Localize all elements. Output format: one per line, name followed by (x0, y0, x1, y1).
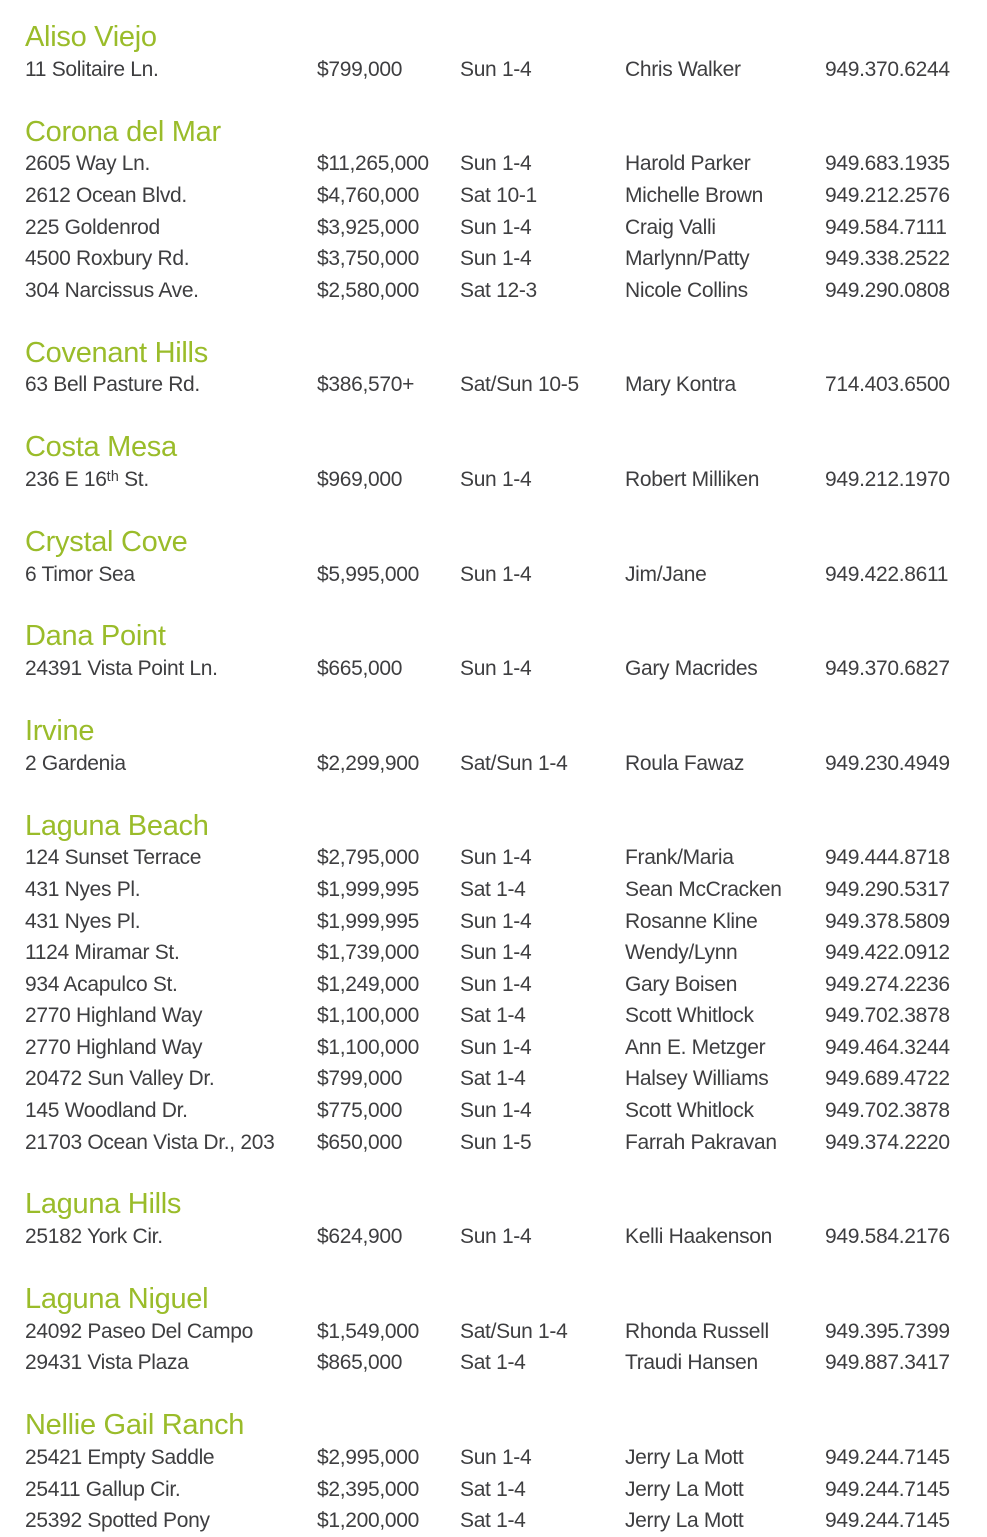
open-house-time: Sat/Sun 10-5 (460, 373, 579, 397)
agent-name: Roula Fawaz (625, 751, 745, 775)
open-house-time: Sat 1-4 (460, 877, 526, 901)
listing-price: $2,299,900 (317, 751, 419, 775)
listing-price: $2,580,000 (317, 278, 419, 302)
agent-phone: 949.370.6827 (825, 657, 950, 681)
city-listings (25, 559, 987, 591)
city-section (25, 116, 987, 307)
listing-address: 124 Sunset Terrace (25, 846, 202, 870)
agent-name: Rosanne Kline (625, 909, 758, 933)
agent-name: Chris Walker (625, 57, 741, 81)
open-house-time: Sat 1-4 (460, 1351, 526, 1375)
listing-address: 6 Timor Sea (25, 562, 135, 586)
listing-row (25, 874, 987, 906)
agent-phone: 949.702.3878 (825, 1004, 950, 1028)
agent-phone: 949.422.8611 (825, 562, 949, 586)
agent-name: Halsey Williams (625, 1067, 769, 1091)
listing-price: $2,795,000 (317, 846, 419, 870)
agent-name: Farrah Pakravan (625, 1130, 777, 1154)
city-section (25, 1188, 987, 1253)
listing-price: $1,999,995 (317, 909, 419, 933)
city-listings (25, 54, 987, 86)
listing-row (25, 1348, 987, 1380)
listing-address: 304 Narcissus Ave. (25, 278, 199, 302)
city-section (25, 1409, 987, 1537)
listing-price: $1,249,000 (317, 972, 419, 996)
agent-name: Mary Kontra (625, 373, 736, 397)
listing-row (25, 906, 987, 938)
city-section (25, 810, 987, 1159)
listing-row (25, 1032, 987, 1064)
open-house-time: Sun 1-4 (460, 467, 532, 491)
open-house-time: Sun 1-4 (460, 657, 532, 681)
agent-name: Nicole Collins (625, 278, 748, 302)
listing-address: 63 Bell Pasture Rd. (25, 373, 200, 397)
open-house-time: Sun 1-4 (460, 215, 532, 239)
city-listings (25, 149, 987, 307)
open-house-time: Sat 1-4 (460, 1004, 526, 1028)
listing-price: $969,000 (317, 467, 403, 491)
agent-name: Michelle Brown (625, 183, 763, 207)
listing-row (25, 149, 987, 181)
city-listings (25, 653, 987, 685)
listing-row (25, 243, 987, 275)
listing-row (25, 54, 987, 86)
listing-address: 1124 Miramar St. (25, 941, 180, 965)
listing-row (25, 843, 987, 875)
listing-address: 145 Woodland Dr. (25, 1099, 188, 1123)
city-heading: Costa Mesa (25, 431, 177, 464)
open-house-time: Sat 1-4 (460, 1477, 526, 1501)
listing-price: $624,900 (317, 1225, 403, 1249)
listing-price: $11,265,000 (317, 152, 429, 176)
listing-row (25, 1221, 987, 1253)
listing-address: 11 Solitaire Ln. (25, 57, 159, 81)
city-heading: Irvine (25, 714, 95, 747)
listing-row (25, 370, 987, 402)
listing-price: $1,739,000 (317, 941, 419, 965)
agent-phone: 949.370.6244 (825, 57, 950, 81)
agent-phone: 949.290.5317 (825, 877, 950, 901)
listing-price: $1,100,000 (317, 1004, 419, 1028)
listing-price: $650,000 (317, 1130, 403, 1154)
listing-address: 29431 Vista Plaza (25, 1351, 189, 1375)
listing-row (25, 1505, 987, 1537)
agent-name: Marlynn/Patty (625, 247, 750, 271)
listing-address: 25411 Gallup Cir. (25, 1477, 181, 1501)
listing-row (25, 1001, 987, 1033)
open-house-time: Sun 1-4 (460, 1225, 532, 1249)
listing-price: $4,760,000 (317, 183, 419, 207)
listing-price: $5,995,000 (317, 562, 419, 586)
city-section (25, 620, 987, 685)
agent-name: Scott Whitlock (625, 1099, 754, 1123)
agent-phone: 714.403.6500 (825, 373, 950, 397)
agent-phone: 949.702.3878 (825, 1099, 950, 1123)
listing-row (25, 653, 987, 685)
listing-row (25, 275, 987, 307)
listing-price: $2,995,000 (317, 1446, 419, 1470)
agent-name: Wendy/Lynn (625, 941, 738, 965)
city-heading: Laguna Beach (25, 809, 209, 842)
city-listings (25, 370, 987, 402)
agent-name: Gary Boisen (625, 972, 738, 996)
listing-price: $1,549,000 (317, 1319, 419, 1343)
city-heading: Nellie Gail Ranch (25, 1409, 245, 1442)
listing-row (25, 464, 987, 496)
city-section (25, 1283, 987, 1379)
agent-name: Scott Whitlock (625, 1004, 754, 1028)
city-heading: Corona del Mar (25, 115, 221, 148)
listing-address: 2770 Highland Way (25, 1035, 203, 1059)
listing-row (25, 180, 987, 212)
city-listings (25, 1316, 987, 1379)
listing-address: 236 E 16ᵗʰ St. (25, 467, 149, 491)
agent-phone: 949.374.2220 (825, 1130, 950, 1154)
listing-address: 225 Goldenrod (25, 215, 160, 239)
city-listings (25, 843, 987, 1159)
agent-phone: 949.378.5809 (825, 909, 950, 933)
agent-phone: 949.212.2576 (825, 183, 950, 207)
listing-address: 4500 Roxbury Rd. (25, 247, 190, 271)
listing-address: 2 Gardenia (25, 751, 126, 775)
listing-address: 20472 Sun Valley Dr. (25, 1067, 215, 1091)
agent-name: Jerry La Mott (625, 1446, 744, 1470)
listing-price: $2,395,000 (317, 1477, 419, 1501)
open-house-time: Sun 1-4 (460, 152, 532, 176)
agent-name: Traudi Hansen (625, 1351, 758, 1375)
listing-address: 2605 Way Ln. (25, 152, 151, 176)
listing-row (25, 1474, 987, 1506)
open-house-time: Sun 1-4 (460, 562, 532, 586)
city-heading: Crystal Cove (25, 525, 188, 558)
open-house-time: Sun 1-4 (460, 941, 532, 965)
listing-price: $865,000 (317, 1351, 403, 1375)
open-house-time: Sat 1-4 (460, 1067, 526, 1091)
listing-address: 431 Nyes Pl. (25, 877, 141, 901)
open-house-time: Sun 1-4 (460, 972, 532, 996)
listing-address: 934 Acapulco St. (25, 972, 178, 996)
agent-phone: 949.683.1935 (825, 152, 950, 176)
agent-phone: 949.584.7111 (825, 215, 947, 239)
agent-name: Harold Parker (625, 152, 751, 176)
listing-row (25, 1442, 987, 1474)
agent-name: Jerry La Mott (625, 1509, 744, 1533)
agent-name: Rhonda Russell (625, 1319, 769, 1343)
agent-name: Robert Milliken (625, 467, 760, 491)
open-house-time: Sun 1-4 (460, 247, 532, 271)
city-section (25, 715, 987, 780)
agent-phone: 949.290.0808 (825, 278, 950, 302)
city-heading: Laguna Hills (25, 1188, 182, 1221)
city-heading: Covenant Hills (25, 336, 208, 369)
city-listings (25, 748, 987, 780)
city-listings (25, 1221, 987, 1253)
listing-row (25, 748, 987, 780)
city-heading: Laguna Niguel (25, 1283, 209, 1316)
listing-row (25, 1127, 987, 1159)
city-heading: Dana Point (25, 620, 166, 653)
agent-name: Jim/Jane (625, 562, 707, 586)
open-house-time: Sat/Sun 1-4 (460, 1319, 568, 1343)
open-house-time: Sun 1-5 (460, 1130, 532, 1154)
open-house-time: Sun 1-4 (460, 1099, 532, 1123)
listing-address: 2770 Highland Way (25, 1004, 203, 1028)
agent-phone: 949.689.4722 (825, 1067, 950, 1091)
open-house-time: Sat 1-4 (460, 1509, 526, 1533)
agent-phone: 949.584.2176 (825, 1225, 950, 1249)
listing-address: 25182 York Cir. (25, 1225, 163, 1249)
open-house-time: Sat 10-1 (460, 183, 537, 207)
listing-row (25, 937, 987, 969)
city-section (25, 21, 987, 86)
listing-price: $3,925,000 (317, 215, 419, 239)
agent-phone: 949.244.7145 (825, 1477, 950, 1501)
city-section (25, 431, 987, 496)
city-section (25, 337, 987, 402)
city-listings (25, 1442, 987, 1537)
open-house-time: Sun 1-4 (460, 1446, 532, 1470)
open-house-time: Sun 1-4 (460, 846, 532, 870)
agent-phone: 949.887.3417 (825, 1351, 950, 1375)
listing-price: $1,100,000 (317, 1035, 419, 1059)
agent-name: Gary Macrides (625, 657, 758, 681)
listing-price: $3,750,000 (317, 247, 419, 271)
agent-phone: 949.444.8718 (825, 846, 950, 870)
open-house-time: Sun 1-4 (460, 1035, 532, 1059)
city-section (25, 526, 987, 591)
listing-address: 431 Nyes Pl. (25, 909, 141, 933)
agent-phone: 949.395.7399 (825, 1319, 950, 1343)
open-house-time: Sat 12-3 (460, 278, 537, 302)
open-house-time: Sat/Sun 1-4 (460, 751, 568, 775)
agent-name: Jerry La Mott (625, 1477, 744, 1501)
listing-address: 2612 Ocean Blvd. (25, 183, 187, 207)
listing-address: 24092 Paseo Del Campo (25, 1319, 254, 1343)
agent-phone: 949.338.2522 (825, 247, 950, 271)
city-listings (25, 464, 987, 496)
listing-row (25, 969, 987, 1001)
agent-name: Kelli Haakenson (625, 1225, 773, 1249)
open-house-time: Sun 1-4 (460, 57, 532, 81)
listing-address: 25421 Empty Saddle (25, 1446, 215, 1470)
agent-name: Frank/Maria (625, 846, 734, 870)
agent-name: Craig Valli (625, 215, 716, 239)
listing-row (25, 559, 987, 591)
listing-row (25, 1095, 987, 1127)
agent-phone: 949.422.0912 (825, 941, 950, 965)
listing-row (25, 1316, 987, 1348)
listing-row (25, 1064, 987, 1096)
agent-name: Sean McCracken (625, 877, 782, 901)
listing-price: $665,000 (317, 657, 403, 681)
listing-price: $799,000 (317, 1067, 403, 1091)
listing-price: $799,000 (317, 57, 403, 81)
listing-price: $1,200,000 (317, 1509, 419, 1533)
agent-phone: 949.274.2236 (825, 972, 950, 996)
city-heading: Aliso Viejo (25, 21, 157, 53)
listing-address: 25392 Spotted Pony (25, 1509, 210, 1533)
open-house-time: Sun 1-4 (460, 909, 532, 933)
agent-phone: 949.464.3244 (825, 1035, 950, 1059)
agent-phone: 949.230.4949 (825, 751, 950, 775)
listing-price: $775,000 (317, 1099, 403, 1123)
listing-price: $1,999,995 (317, 877, 419, 901)
agent-phone: 949.244.7145 (825, 1509, 950, 1533)
listing-address: 21703 Ocean Vista Dr., 203 (25, 1130, 275, 1154)
listing-price: $386,570+ (317, 373, 415, 397)
agent-phone: 949.244.7145 (825, 1446, 950, 1470)
agent-phone: 949.212.1970 (825, 467, 950, 491)
listing-row (25, 212, 987, 244)
agent-name: Ann E. Metzger (625, 1035, 766, 1059)
listing-address: 24391 Vista Point Ln. (25, 657, 218, 681)
